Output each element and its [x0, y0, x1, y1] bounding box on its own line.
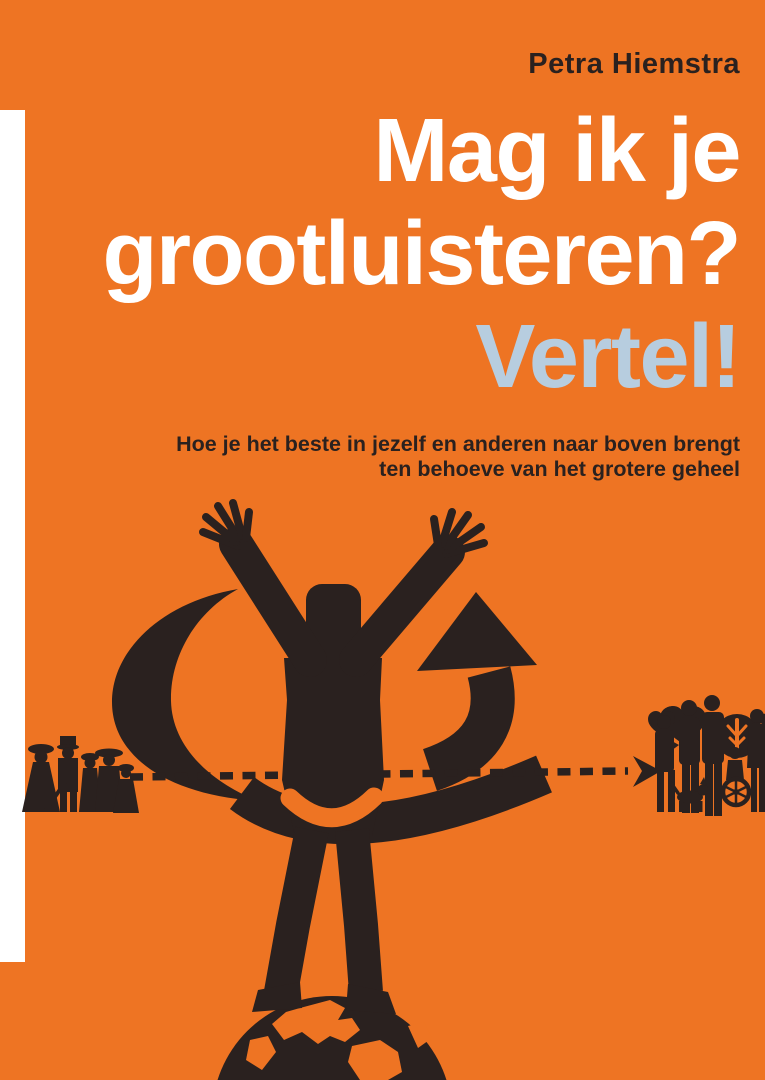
globe-icon	[212, 996, 452, 1080]
author-name: Petra Hiemstra	[528, 48, 740, 80]
right-hand	[434, 512, 484, 554]
subtitle-line-2: ten behoeve van het grotere geheel	[379, 457, 740, 481]
title-line-3: Vertel!	[475, 307, 740, 407]
title-line-1: Mag ik je	[373, 101, 740, 201]
modern-crowd	[648, 695, 765, 816]
title-line-2: grootluisteren?	[102, 204, 740, 304]
historic-crowd	[22, 736, 139, 813]
left-hand	[203, 503, 249, 546]
subtitle-line-1: Hoe je het beste in jezelf en anderen naar boven brengt	[176, 432, 740, 456]
